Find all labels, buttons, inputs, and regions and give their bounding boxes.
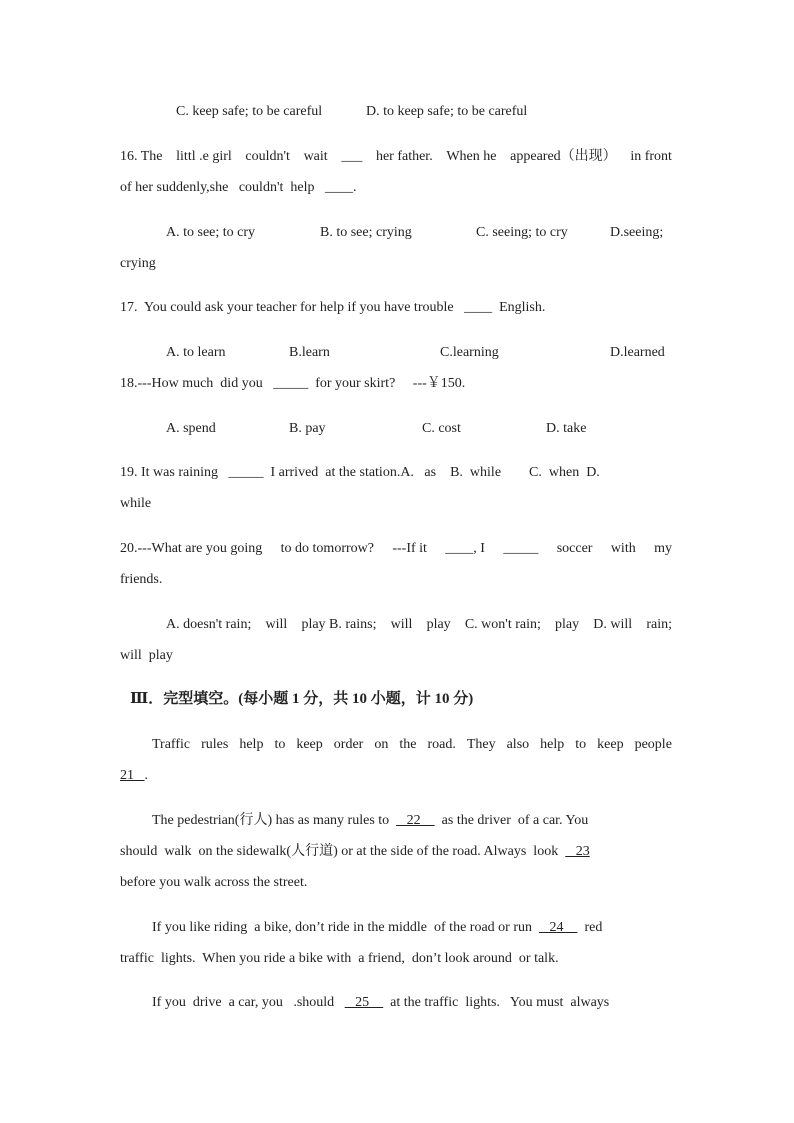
blank-21[interactable]: 21	[120, 768, 145, 783]
passage-p3-line1: If you like riding a bike, don’t ride in the middle of the road or run 24 red	[152, 920, 603, 935]
q20-stem-line1: 20.---What are you going to do tomorrow? ---If it ____, I _____ soccer with my	[120, 541, 672, 556]
q15-option-c: C. keep safe; to be careful	[176, 104, 323, 119]
q16-stem-line2: of her suddenly,she couldn't help ____.	[120, 180, 357, 195]
q17-stem: 17. You could ask your teacher for help if you have trouble ____ English.	[120, 300, 546, 315]
q16-option-b: B. to see; crying	[320, 225, 412, 240]
passage-p4-line1: If you drive a car, you .should 25 at the traffic lights. You must always	[152, 995, 610, 1010]
q15-option-d: D. to keep safe; to be careful	[366, 104, 528, 119]
q18-option-a: A. spend	[166, 421, 216, 436]
passage-p1-line1: Traffic rules help to keep order on the road. They also help to keep people	[152, 737, 672, 752]
q17-option-d: D.learned	[610, 345, 665, 360]
q20-stem-line2: friends.	[120, 572, 163, 587]
q18-option-d: D. take	[546, 421, 587, 436]
q16-option-a: A. to see; to cry	[166, 225, 256, 240]
blank-24[interactable]: 24	[538, 920, 578, 935]
passage-p1-line2: 21 .	[120, 768, 148, 783]
q18-option-c: C. cost	[422, 421, 461, 436]
passage-p2-line2: should walk on the sidewalk(人行道) or at the side of the road. Always look 23	[120, 844, 590, 859]
blank-22[interactable]: 22	[396, 813, 435, 828]
q17-option-c: C.learning	[440, 345, 499, 360]
q16-stem-line1: 16. The littl .e girl couldn't wait ___ her father. When he appeared（出现） in front	[120, 149, 672, 164]
q20-options-continued: will play	[120, 648, 173, 663]
q19-stem: 19. It was raining _____ I arrived at the station.A. as B. while C. when D.	[120, 465, 600, 480]
q18-option-b: B. pay	[289, 421, 326, 436]
q19-option-d-continued: while	[120, 496, 152, 511]
passage-p2-line1: The pedestrian(行人) has as many rules to 22 as the driver of a car. You	[152, 813, 589, 828]
q18-stem: 18.---How much did you _____ for your skirt? ---￥150.	[120, 376, 466, 391]
blank-25[interactable]: 25	[344, 995, 384, 1010]
blank-23[interactable]: 23	[565, 844, 590, 859]
q17-option-b: B.learn	[289, 345, 330, 360]
q20-options: A. doesn't rain; will play B. rains; will play C. won't rain; play D. will rain;	[166, 617, 672, 632]
q16-option-d-continued: crying	[120, 256, 156, 271]
q17-option-a: A. to learn	[166, 345, 226, 360]
passage-p3-line2: traffic lights. When you ride a bike with a friend, don’t look around or talk.	[120, 951, 559, 966]
q16-option-d: D.seeing;	[610, 225, 664, 240]
q16-option-c: C. seeing; to cry	[476, 225, 568, 240]
passage-p2-line3: before you walk across the street.	[120, 875, 308, 890]
section-3-heading: Ⅲ．完型填空。(每小题 1 分，共 10 小题，计 10 分)	[130, 691, 474, 707]
